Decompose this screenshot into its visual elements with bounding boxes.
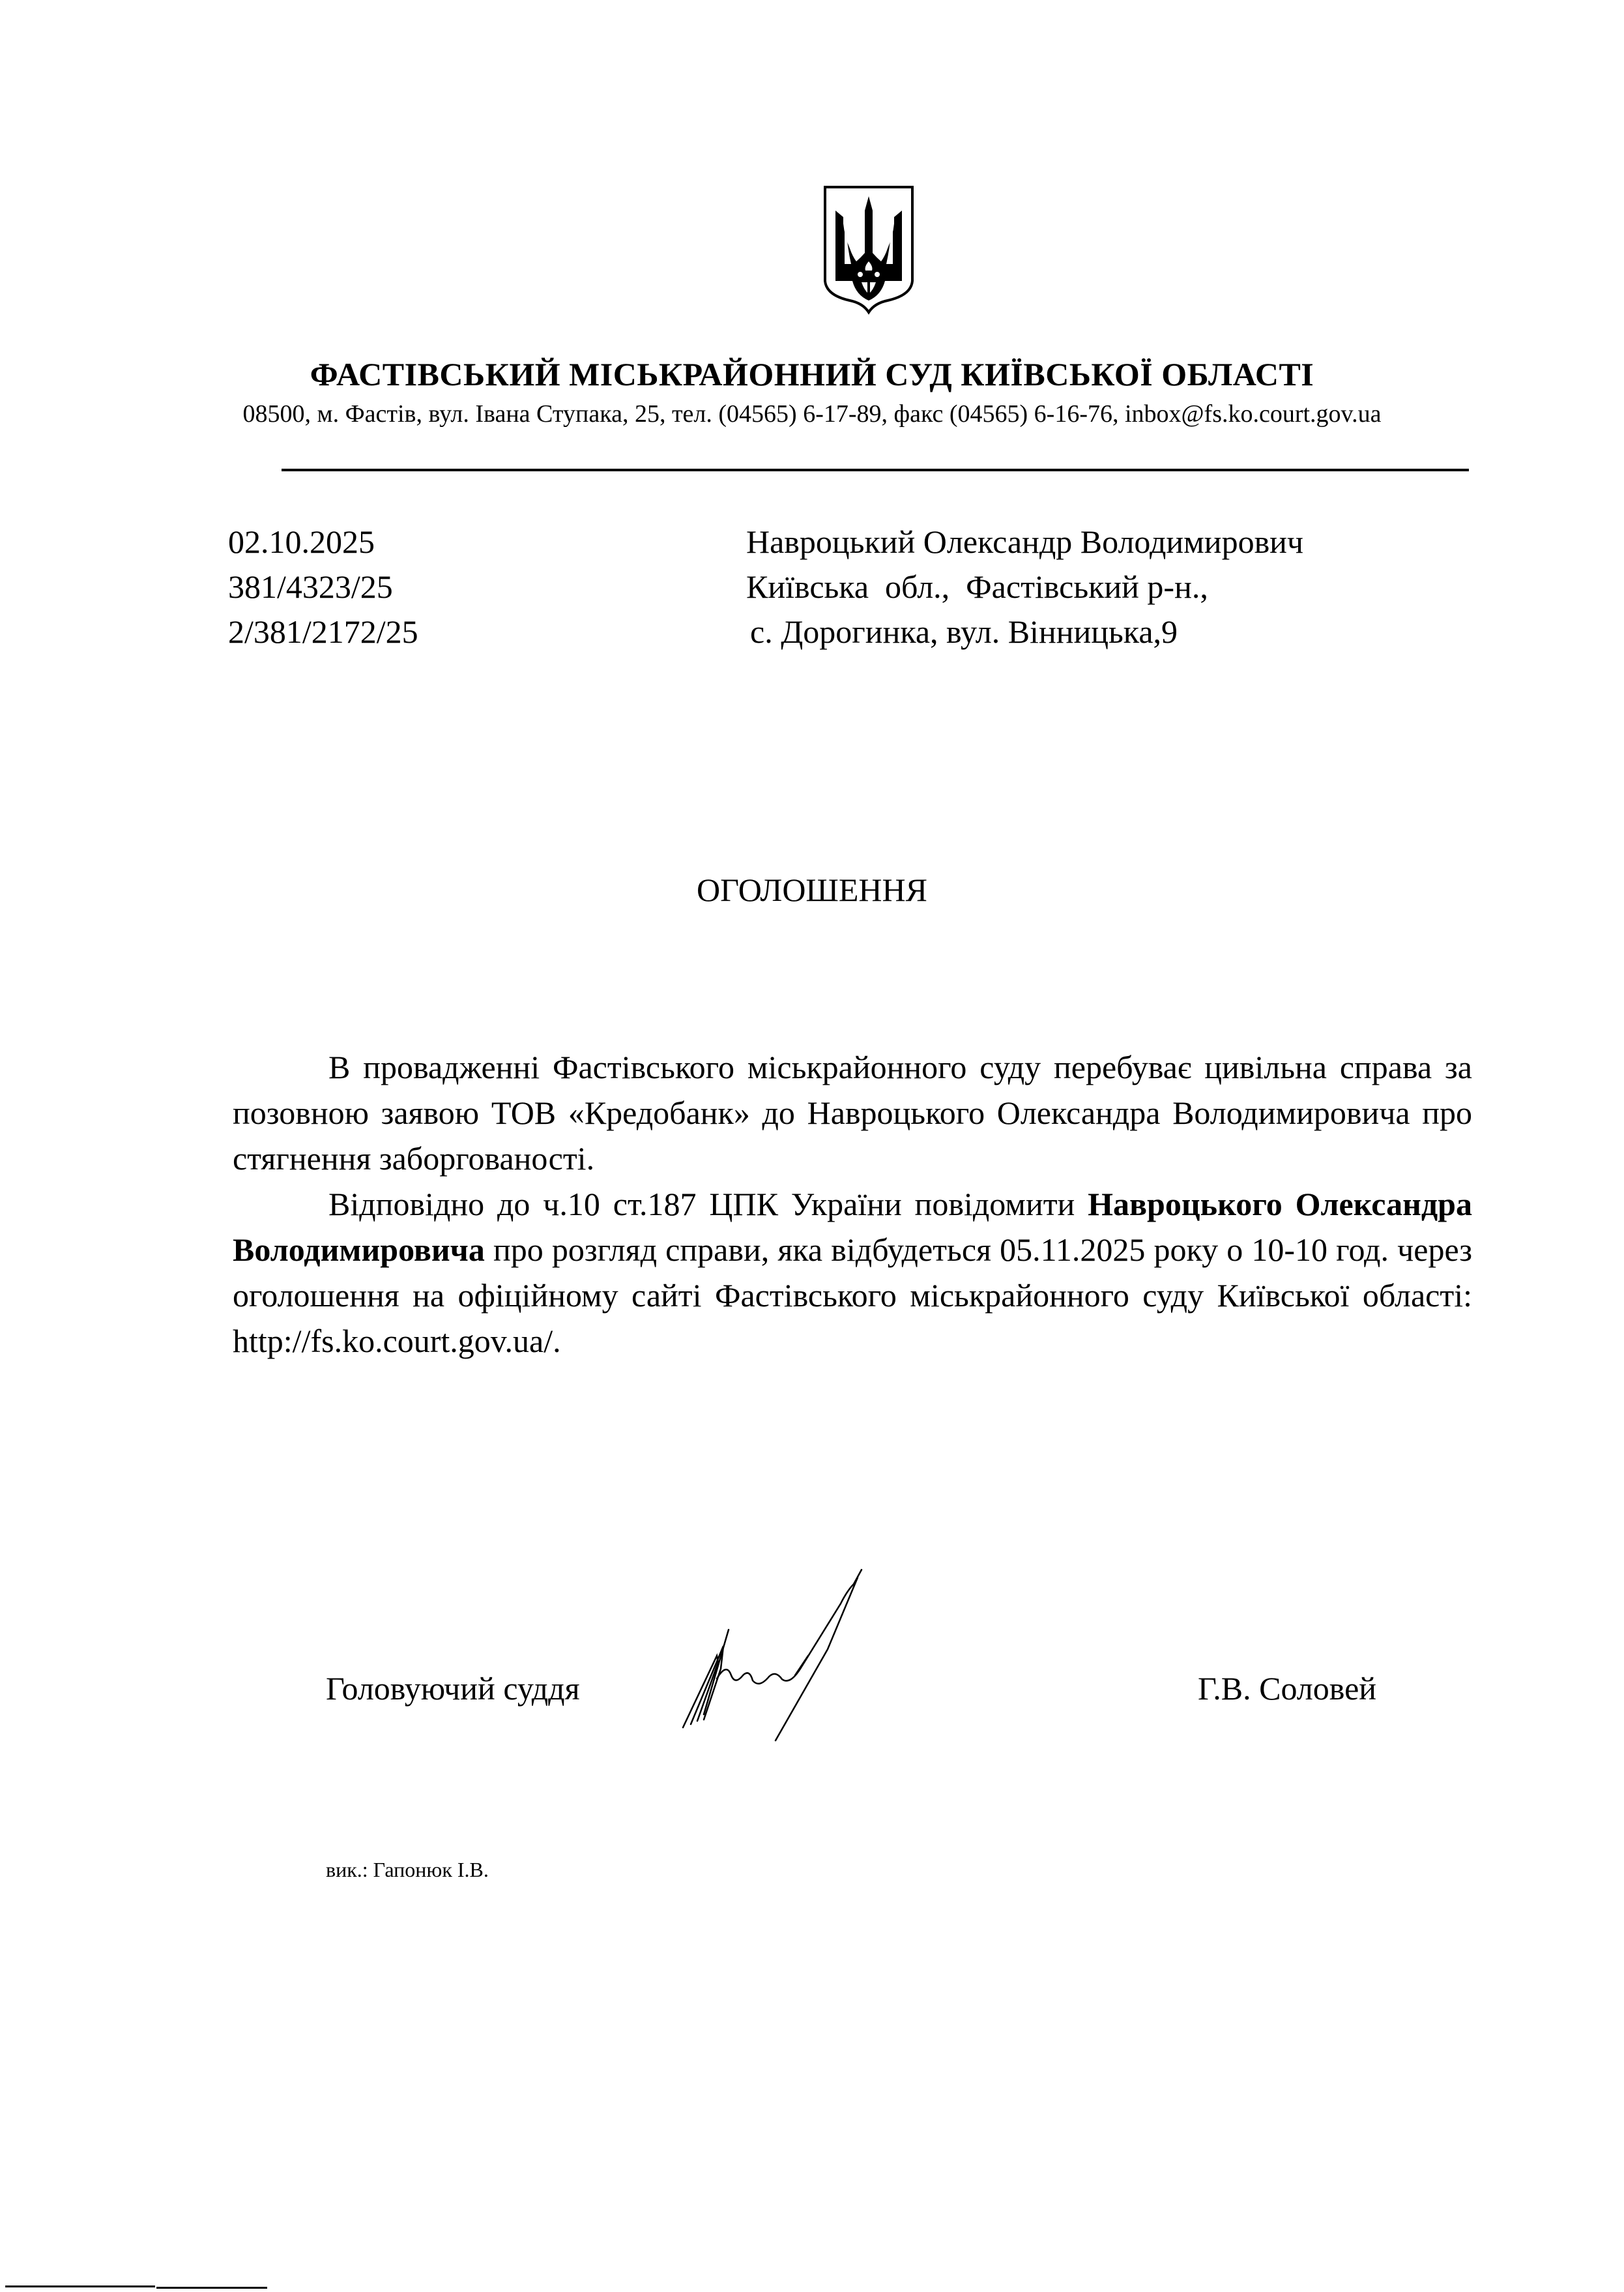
paragraph2-prefix: Відповідно до ч.10 ст.187 ЦПК України повідомити	[328, 1186, 1088, 1222]
ukraine-coat-of-arms-icon	[822, 184, 915, 315]
executor-note: вик.: Гапонюк І.В.	[326, 1858, 489, 1881]
document-body	[233, 1044, 1472, 1364]
handwritten-signature-icon	[678, 1565, 1030, 1747]
signer-name: Г.В. Соловей	[1198, 1670, 1377, 1707]
footer-scan-line-2	[156, 2287, 267, 2289]
registration-number: 381/4323/25	[228, 568, 393, 605]
defendant-name-bold: Навроцького Олександра Володимировича	[233, 1186, 1472, 1268]
recipient-block	[746, 520, 1303, 654]
recipient-address-line1: Київська обл., Фастівський р-н.,	[746, 568, 1208, 605]
document-title: ОГОЛОШЕННЯ	[697, 872, 927, 908]
header-divider	[282, 469, 1469, 471]
paragraph2-suffix: про розгляд справи, яка відбудеться 05.11.2025 року о 10-10 год. через оголошення на офіційному сайті Фастівського міськрайонного суду Київської області: http://fs.ko.court.gov.ua/.	[233, 1231, 1472, 1359]
case-number: 2/381/2172/25	[228, 613, 418, 650]
recipient-name: Навроцький Олександр Володимирович	[746, 523, 1304, 560]
footer-scan-line	[5, 2285, 155, 2287]
court-contacts: 08500, м. Фастів, вул. Івана Ступака, 25, тел. (04565) 6-17-89, факс (04565) 6-16-76, inbox@fs.ko.court.gov.ua	[242, 400, 1382, 428]
body-paragraph-2	[233, 1181, 1472, 1364]
document-date: 02.10.2025	[228, 523, 375, 560]
court-name: ФАСТІВСЬКИЙ МІСЬКРАЙОННИЙ СУД КИЇВСЬКОЇ ОБЛАСТІ	[310, 356, 1314, 392]
signer-role: Головуючий суддя	[326, 1670, 580, 1707]
recipient-address-line2: с. Дорогинка, вул. Вінницька,9	[750, 613, 1178, 650]
document-meta	[228, 520, 418, 654]
body-paragraph-1: В провадженні Фастівського міськрайонного суду перебуває цивільна справа за позовною заявою ТОВ «Кредобанк» до Навроцького Олександра Володимировича про стягнення заборгованості.	[233, 1049, 1472, 1177]
